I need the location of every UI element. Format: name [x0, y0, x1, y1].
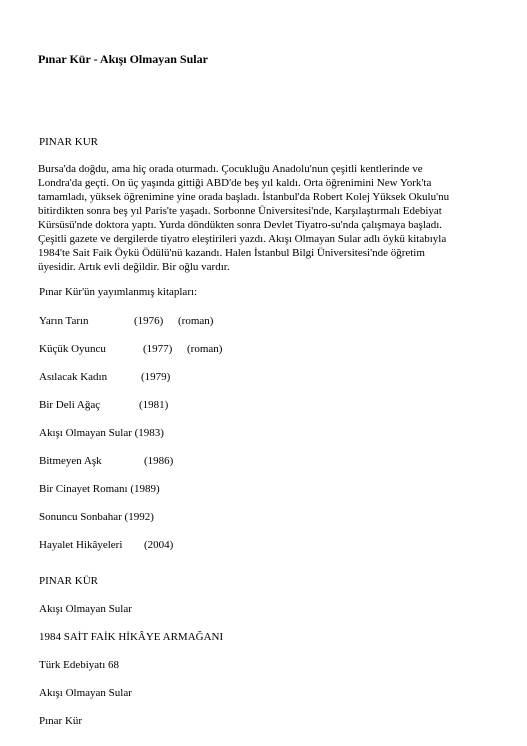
book-title: Bir Cinayet Romanı (1989) — [39, 483, 160, 495]
author-biography — [38, 162, 498, 274]
colophon-book-title-repeat: Akışı Olmayan Sular — [39, 687, 132, 699]
book-title: Akışı Olmayan Sular (1983) — [39, 427, 164, 439]
books-heading: Pınar Kür'ün yayımlanmış kitapları: — [39, 286, 198, 298]
bio-line: Bursa'da doğdu, ama hiç orada oturmadı. Çocukluğu Anadolu'nun çeşitli kentlerinde ve — [38, 163, 423, 175]
book-entry — [39, 315, 214, 327]
colophon-book-title: Akışı Olmayan Sular — [39, 603, 132, 615]
colophon-series: Türk Edebiyatı 68 — [39, 659, 120, 671]
book-title: Bitmeyen Aşk — [39, 455, 102, 467]
bio-line: Kürsüsü'nde doktora yaptı. Yurda döndükten sonra Devlet Tiyatro-su'nda çalışmaya başladı. — [38, 219, 443, 231]
book-genre: (roman) — [187, 343, 223, 355]
book-entry — [39, 343, 223, 355]
book-title: Asılacak Kadın — [39, 371, 108, 383]
book-year: (1977) — [143, 343, 173, 355]
colophon-award: 1984 SAİT FAİK HİKÂYE ARMAĞANI — [39, 631, 224, 643]
bio-line: 1984'te Sait Faik Öykü Ödülü'nü kazandı. Halen İstanbul Bilgi Üniversitesi'nde öğretim — [38, 247, 425, 259]
book-title: Küçük Oyuncu — [39, 343, 106, 355]
book-year: (1981) — [139, 399, 169, 411]
author-heading: PINAR KUR — [39, 136, 98, 148]
book-entry — [39, 371, 171, 383]
bio-line: tamamladı, yüksek öğrenimine yine orada başladı. İstanbul'da Robert Kolej Yüksek Okulu'nu — [38, 191, 450, 203]
bio-line: Çeşitli gazete ve dergilerde tiyatro eleştirileri yazdı. Akışı Olmayan Sular adlı öykü kitabıyla — [38, 233, 447, 245]
bio-line: üyesidir. Artık evli değildir. Bir oğlu vardır. — [38, 261, 230, 273]
book-title: Sonuncu Sonbahar (1992) — [39, 511, 154, 523]
book-year: (2004) — [144, 539, 174, 551]
book-title: Bir Deli Ağaç — [39, 399, 101, 411]
book-year: (1986) — [144, 455, 174, 467]
book-entry — [39, 455, 174, 467]
book-entry — [39, 511, 154, 523]
bio-line: bitirdikten sonra beş yıl Paris'te yaşadı. Sorbonne Üniversitesi'nde, Karşılaştırmalı Edebiyat — [38, 205, 442, 217]
colophon-author-repeat: Pınar Kür — [39, 715, 83, 727]
book-genre: (roman) — [178, 315, 214, 327]
book-title: Hayalet Hikâyeleri — [39, 539, 123, 551]
bio-line: Londra'da geçti. On üç yaşında gittiği ABD'de beş yıl kaldı. Orta öğrenimini New York'ta — [38, 177, 432, 189]
document-title: Pınar Kür - Akışı Olmayan Sular — [38, 52, 208, 66]
book-title: Yarın Tarın — [39, 315, 89, 327]
book-year: (1976) — [134, 315, 164, 327]
book-entry — [39, 399, 169, 411]
book-year: (1979) — [141, 371, 171, 383]
book-entry — [39, 483, 160, 495]
book-entry — [39, 427, 164, 439]
book-entry — [39, 539, 174, 551]
colophon-author: PINAR KÜR — [39, 575, 98, 587]
